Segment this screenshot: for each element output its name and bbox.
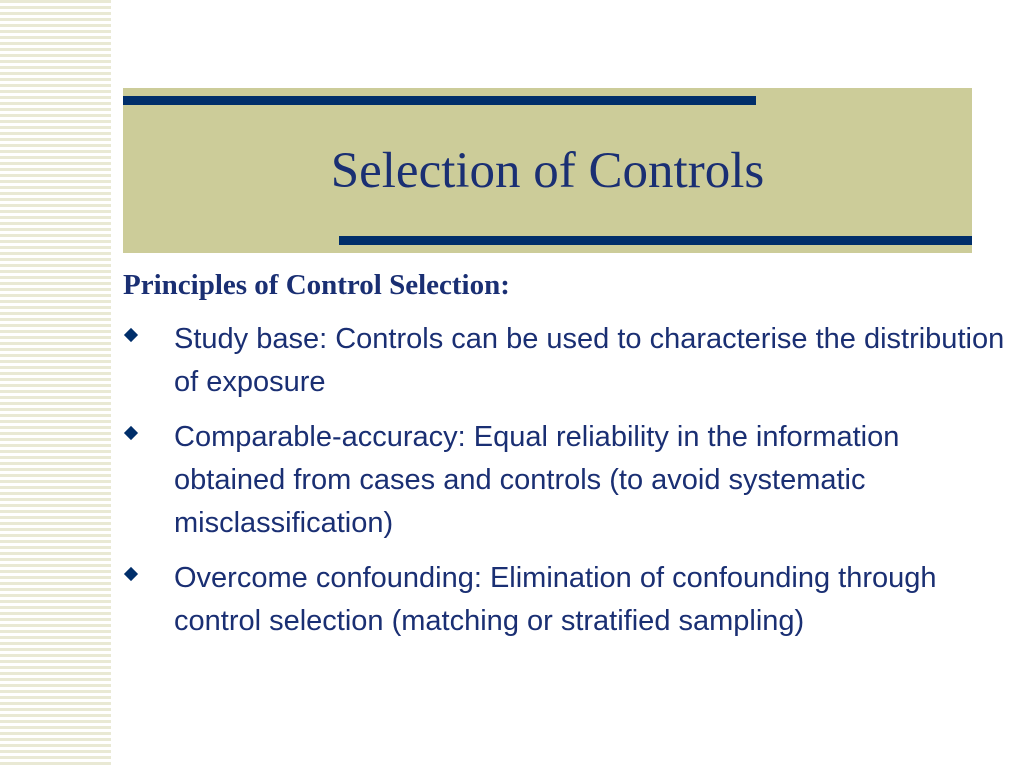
bullet-text: Overcome confounding: Elimination of confounding through control selection (matching or stratified sampling): [174, 562, 937, 637]
diamond-bullet-icon: [124, 567, 138, 581]
section-subheading: Principles of Control Selection:: [123, 269, 510, 301]
bullet-item: [123, 416, 1018, 545]
title-rule-bottom: [339, 236, 972, 245]
bullet-list: [123, 318, 1018, 655]
bullet-item: [123, 318, 1018, 404]
bullet-text: Comparable-accuracy: Equal reliability in the information obtained from cases and controls (to avoid systematic misclassification): [174, 421, 900, 539]
diamond-bullet-icon: [124, 426, 138, 440]
slide-title: Selection of Controls: [330, 143, 765, 199]
decorative-stripe-band: [0, 0, 111, 768]
title-rule-top: [123, 96, 756, 105]
bullet-text: Study base: Controls can be used to characterise the distribution of exposure: [174, 323, 1005, 398]
diamond-bullet-icon: [124, 328, 138, 342]
bullet-item: [123, 557, 1018, 643]
